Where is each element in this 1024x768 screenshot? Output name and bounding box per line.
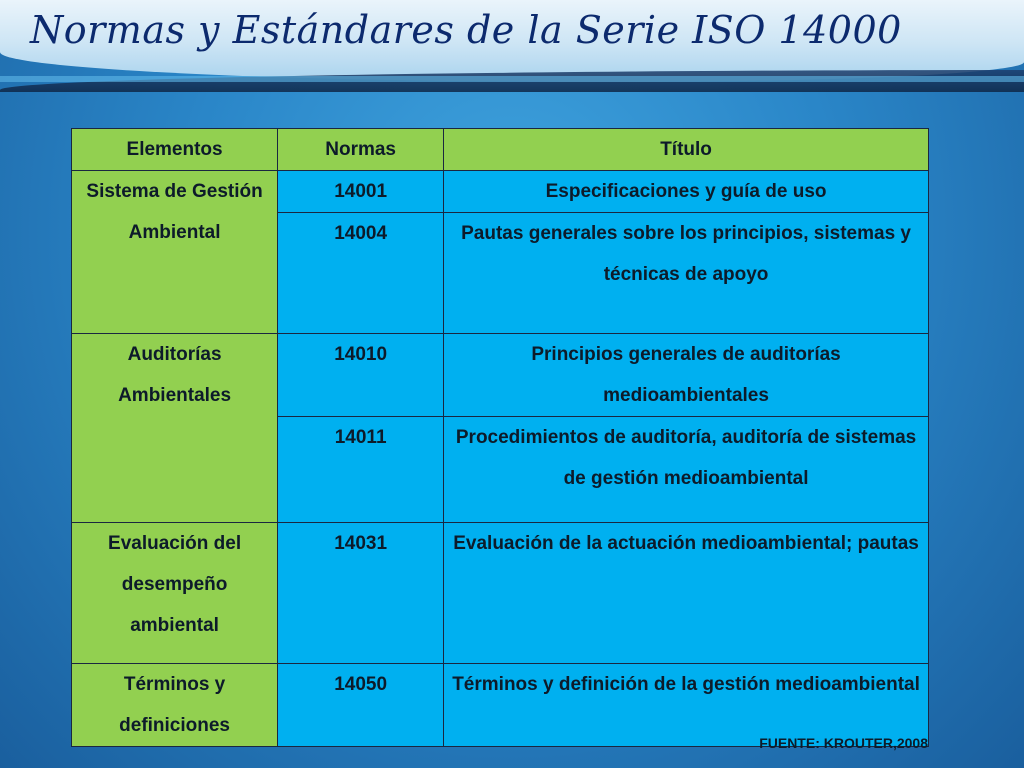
element-cell: Auditorías Ambientales [72,334,278,523]
norm-cell: 14011 [278,417,444,523]
table-header-row [72,129,929,171]
table-row [72,523,929,664]
norm-cell: 14010 [278,334,444,417]
source-citation: FUENTE: KROUTER,2008 [759,735,928,751]
title-cell: Principios generales de auditorías medioambientales [444,334,929,417]
header-normas: Normas [278,129,444,171]
header-elementos: Elementos [72,129,278,171]
title-cell: Términos y definición de la gestión medioambiental [444,664,929,747]
element-cell: Términos y definiciones [72,664,278,747]
slide-title: Normas y Estándares de la Serie ISO 14000 [30,8,902,52]
table-row [72,171,929,213]
title-cell: Especificaciones y guía de uso [444,171,929,213]
norm-cell: 14031 [278,523,444,664]
norm-cell: 14050 [278,664,444,747]
table-row [72,334,929,417]
iso-standards-table [71,128,929,747]
title-cell: Pautas generales sobre los principios, sistemas y técnicas de apoyo [444,213,929,334]
header-titulo: Título [444,129,929,171]
norm-cell: 14001 [278,171,444,213]
header-swoosh-highlight [0,76,1024,82]
title-cell: Procedimientos de auditoría, auditoría de sistemas de gestión medioambiental [444,417,929,523]
norm-cell: 14004 [278,213,444,334]
title-cell: Evaluación de la actuación medioambiental; pautas [444,523,929,664]
element-cell: Sistema de Gestión Ambiental [72,171,278,334]
element-cell: Evaluación del desempeño ambiental [72,523,278,664]
